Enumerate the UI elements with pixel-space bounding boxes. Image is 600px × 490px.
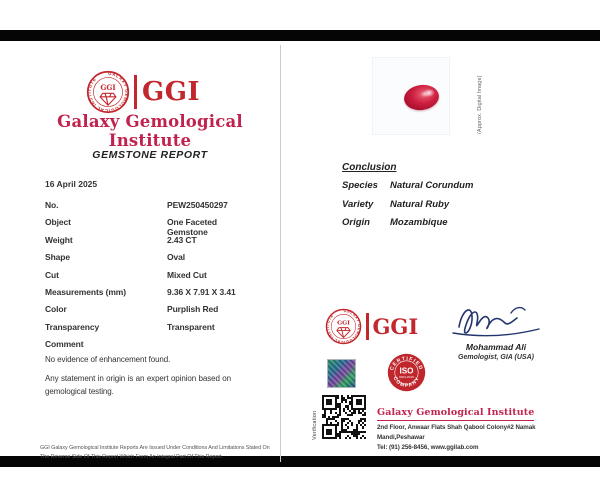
- field-label: Object: [45, 217, 71, 228]
- field-label: Weight: [45, 234, 73, 245]
- footer-address-line1: 2nd Floor, Anwaar Flats Shah Qabool Colony#2 Namak: [377, 424, 536, 431]
- field-row-no: [45, 200, 257, 217]
- field-row-measurements: [45, 287, 257, 304]
- field-value: PEW250450297: [167, 200, 228, 210]
- field-row-weight: [45, 235, 257, 252]
- institute-title: Galaxy Gemological Institute: [57, 112, 243, 150]
- gemstone-photo: [372, 57, 450, 135]
- iso-center-text: ISO: [399, 366, 414, 376]
- origin-statement-text: Any statement in origin is an expert opinion based on gemological testing.: [45, 374, 231, 396]
- field-row-transparency: [45, 322, 257, 339]
- hologram-sticker: [327, 359, 356, 388]
- field-row-comment: [45, 339, 257, 356]
- brand-separator: [366, 313, 369, 340]
- field-label: Color: [45, 304, 67, 315]
- field-label: Transparency: [45, 321, 100, 332]
- footer-contact-block: [377, 402, 572, 453]
- conclusion-value: Natural Ruby: [390, 198, 450, 210]
- seal-ring-text: GALAXY GEMOLOGICAL INSTITUTE: [326, 308, 361, 345]
- field-row-object: [45, 217, 257, 238]
- field-row-shape: [45, 252, 257, 269]
- field-value: Transparent: [167, 321, 215, 332]
- qr-code: [322, 395, 366, 439]
- gemologist-signature-block: [438, 301, 554, 361]
- field-label: Cut: [45, 269, 59, 280]
- seal-ring-text: GALAXY GEMOLOGICAL INSTITUTE: [86, 70, 130, 114]
- column-divider: [280, 45, 281, 462]
- conclusion-value: Mozambique: [390, 217, 448, 228]
- field-label: Measurements (mm): [45, 286, 126, 297]
- iso-arc-top-text: CERTIFIED: [389, 355, 424, 372]
- header-brand: [86, 70, 200, 114]
- conclusion-row-origin: [342, 217, 473, 236]
- field-value: [167, 339, 257, 356]
- field-label: Shape: [45, 252, 71, 263]
- report-fields-table: [45, 200, 257, 357]
- letterbox-top-bar: [0, 30, 600, 41]
- brand-ggi-text: GGI: [372, 314, 419, 339]
- brand-ggi-text: GGI: [142, 77, 201, 107]
- conclusion-row-variety: [342, 199, 473, 218]
- field-label: No.: [45, 200, 59, 210]
- iso-arc-bottom-text: COMPANY: [391, 375, 422, 389]
- seal-ggi-text: GGI: [337, 319, 350, 327]
- iso-certified-stamp: [387, 353, 426, 392]
- footer-address-line2: Mandi,Peshawar: [377, 433, 425, 441]
- report-title: GEMSTONE REPORT: [92, 149, 208, 161]
- gemologist-title: Gemologist, GIA (USA): [458, 354, 534, 361]
- field-value: Oval: [167, 252, 186, 263]
- field-value: Purplish Red: [167, 304, 219, 315]
- ggi-seal-icon: [325, 308, 362, 345]
- conclusion-label: Species: [342, 180, 378, 191]
- signature-icon: [441, 301, 551, 339]
- footer-institute-name: Galaxy Gemological Institute: [377, 407, 534, 421]
- field-value: 9.36 X 7.91 X 3.41: [167, 286, 236, 297]
- ruby-highlight: [423, 88, 435, 97]
- footer-contact-line: Tel: (91) 256-8456, www.ggilab.com: [377, 443, 479, 451]
- conclusion-row-species: [342, 180, 473, 199]
- field-value: 2.43 CT: [167, 234, 197, 245]
- field-value: Mixed Cut: [167, 269, 207, 280]
- conclusion-label: Variety: [342, 198, 374, 210]
- comment-text: No evidence of enhancement found.: [45, 355, 171, 364]
- report-date: 16 April 2025: [45, 179, 98, 189]
- footer-brand: [325, 308, 418, 345]
- ggi-seal-icon: [86, 70, 130, 114]
- qr-verification-label: Verification: [312, 410, 318, 440]
- diamond-icon: [100, 93, 116, 105]
- conclusion-label: Origin: [342, 217, 370, 228]
- footer-disclaimer: GGI Galaxy Gemological Institute Reports Are Issued Under Conditions And Limitations Stated On The Reverse Side Of This Report Which Form An Integral Part Of This Report.: [40, 445, 270, 460]
- conclusion-section: [342, 162, 473, 236]
- photo-caption: (Approx. Digital Image): [477, 75, 483, 134]
- field-row-color: [45, 304, 257, 321]
- ruby-image: [402, 83, 440, 113]
- iso-sub-text: 9001:2015: [399, 374, 414, 379]
- field-row-cut: [45, 270, 257, 287]
- seal-ggi-text: GGI: [100, 82, 116, 92]
- field-value: One Faceted Gemstone: [167, 217, 217, 238]
- conclusion-title: Conclusion: [342, 162, 397, 173]
- diamond-icon: [337, 328, 350, 338]
- conclusion-value: Natural Corundum: [390, 180, 474, 191]
- gemologist-name: Mohammad Ali: [465, 342, 527, 352]
- qr-code-grid: [322, 395, 366, 439]
- field-label: Comment: [45, 339, 84, 350]
- brand-separator: [134, 75, 137, 109]
